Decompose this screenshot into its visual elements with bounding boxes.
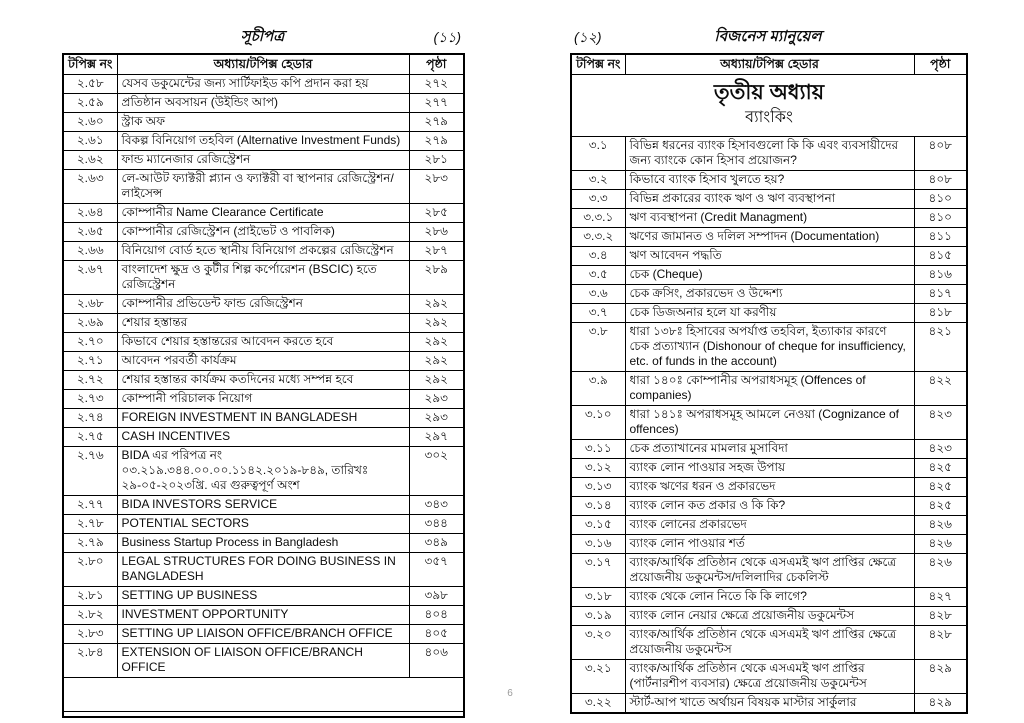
left-page-number: (১১) (433, 29, 461, 45)
toc-row (63, 625, 464, 644)
toc-row (571, 554, 967, 588)
page-no-cell: ২৮১ (409, 151, 464, 170)
column-header-page: পৃষ্ঠা (914, 54, 967, 75)
page-no-cell: ৪১৮ (914, 304, 967, 323)
topic-title-cell: যেসব ডকুমেন্টের জন্য সার্টিফাইড কপি প্রদান করা হয় (117, 75, 409, 94)
toc-row (571, 304, 967, 323)
toc-row (63, 644, 464, 678)
toc-row (571, 406, 967, 440)
toc-row (571, 660, 967, 694)
topic-no-cell: ৩.১৬ (571, 535, 625, 554)
toc-row (63, 534, 464, 553)
toc-row (63, 371, 464, 390)
page-no-cell: ৪২৬ (914, 554, 967, 588)
topic-no-cell: ৩.২১ (571, 660, 625, 694)
page-no-cell: ৪২৯ (914, 694, 967, 714)
page-no-cell: ২৯৩ (409, 409, 464, 428)
topic-no-cell: ২.৬৬ (63, 242, 117, 261)
toc-row (63, 553, 464, 587)
toc-table-left (62, 53, 465, 718)
topic-title-cell: BIDA এর পরিপত্র নং ০৩.২১৯.৩৪৪.০০.০০.১১৪২.২০১৯-৮৪৯, তারিখঃ ২৯-০৫-২০২৩খ্রি. এর গুরুত্বপূর্ণ অংশ (117, 447, 409, 496)
table-header-row (571, 54, 967, 75)
table-bottom-strip (63, 712, 464, 718)
topic-title-cell: কিভাবে শেয়ার হস্তান্তরের আবেদন করতে হবে (117, 333, 409, 352)
page-no-cell: ২৮৯ (409, 261, 464, 295)
topic-no-cell: ৩.৩ (571, 190, 625, 209)
column-header-page: পৃষ্ঠা (409, 54, 464, 75)
toc-page-12 (570, 26, 966, 714)
page-no-cell: ৪১০ (914, 190, 967, 209)
page-no-cell: ৪২১ (914, 323, 967, 372)
topic-title-cell: স্টার্ট-আপ খাতে অর্থায়ন বিষয়ক মাস্টার সার্কুলার (625, 694, 914, 714)
topic-title-cell: ব্যাংক লোন নেয়ার ক্ষেত্রে প্রয়োজনীয় ডকুমেন্টস (625, 607, 914, 626)
topic-title-cell: ঋণের জামানত ও দলিল সম্পাদন (Documentation) (625, 228, 914, 247)
topic-title-cell: ব্যাংক/আর্থিক প্রতিষ্ঠান থেকে এসএমই ঋণ প্রাপ্তির ক্ষেত্রে প্রয়োজনীয় ডকুমেন্টস/দলিলাদির চেকলিস্ট (625, 554, 914, 588)
topic-title-cell: বিভিন্ন ধরনের ব্যাংক হিসাবগুলো কি কি এবং ব্যবসায়ীদের জন্য ব্যাংকে কোন হিসাব প্রয়োজন? (625, 137, 914, 171)
topic-no-cell: ২.৭৩ (63, 390, 117, 409)
topic-no-cell: ৩.৯ (571, 372, 625, 406)
page-no-cell: ৪২৯ (914, 660, 967, 694)
topic-no-cell: ২.৭৪ (63, 409, 117, 428)
topic-no-cell: ২.৫৮ (63, 75, 117, 94)
toc-row (571, 607, 967, 626)
topic-no-cell: ৩.১ (571, 137, 625, 171)
right-page-number: (১২) (574, 29, 602, 45)
page-no-cell: ৩০২ (409, 447, 464, 496)
topic-title-cell: ধারা ১৩৮ঃ হিসাবের অপর্যাপ্ত তহবিল, ইত্যাকার কারণে চেক প্রত্যাখ্যান (Dishonour of cheque for insufficiency, etc. of funds in the account) (625, 323, 914, 372)
page-no-cell: ৪২৮ (914, 607, 967, 626)
page-no-cell: ২৯২ (409, 371, 464, 390)
topic-title-cell: ধারা ১৪১ঃ অপরাধসমূহ আমলে নেওয়া (Cognizance of offences) (625, 406, 914, 440)
topic-title-cell: ব্যাংক থেকে লোন নিতে কি কি লাগে? (625, 588, 914, 607)
topic-title-cell: চেক ডিজঅনার হলে যা করণীয় (625, 304, 914, 323)
toc-row (571, 137, 967, 171)
topic-title-cell: ঋণ ব্যবস্থাপনা (Credit Managment) (625, 209, 914, 228)
topic-title-cell: চেক ক্রসিং, প্রকারভেদ ও উদ্দেশ্য (625, 285, 914, 304)
topic-no-cell: ৩.১১ (571, 440, 625, 459)
topic-no-cell: ৩.১৮ (571, 588, 625, 607)
topic-no-cell: ২.৭১ (63, 352, 117, 371)
page-no-cell: ৪১৬ (914, 266, 967, 285)
topic-title-cell: কিভাবে ব্যাংক হিসাব খুলতে হয়? (625, 171, 914, 190)
page-no-cell: ২৮৬ (409, 223, 464, 242)
topic-no-cell: ২.৮৩ (63, 625, 117, 644)
topic-title-cell: লে-আউট ফ্যাক্টরী প্ল্যান ও ফ্যাক্টরী বা স্থাপনার রেজিস্ট্রেশন/লাইসেন্স (117, 170, 409, 204)
topic-no-cell: ৩.২২ (571, 694, 625, 714)
topic-title-cell: শেয়ার হস্তান্তর কার্যক্রম কতদিনের মধ্যে সম্পন্ন হবে (117, 371, 409, 390)
page-no-cell: ৪২৫ (914, 497, 967, 516)
toc-row (63, 352, 464, 371)
topic-no-cell: ২.৬৯ (63, 314, 117, 333)
page-no-cell: ৪২৩ (914, 406, 967, 440)
toc-row (63, 390, 464, 409)
topic-no-cell: ৩.১২ (571, 459, 625, 478)
toc-row (63, 94, 464, 113)
page-no-cell: ২৯২ (409, 333, 464, 352)
toc-row (63, 295, 464, 314)
topic-no-cell: ২.৬১ (63, 132, 117, 151)
topic-no-cell: ৩.১৩ (571, 478, 625, 497)
topic-title-cell: বিকল্প বিনিয়োগ তহবিল (Alternative Investment Funds) (117, 132, 409, 151)
toc-row (63, 606, 464, 625)
topic-title-cell: SETTING UP LIAISON OFFICE/BRANCH OFFICE (117, 625, 409, 644)
topic-no-cell: ২.৬০ (63, 113, 117, 132)
topic-no-cell: ৩.৪ (571, 247, 625, 266)
page-no-cell: ৩৪৪ (409, 515, 464, 534)
topic-no-cell: ২.৬২ (63, 151, 117, 170)
page-no-cell: ৪০৬ (409, 644, 464, 678)
toc-row (571, 440, 967, 459)
page-no-cell: ২৯৭ (409, 428, 464, 447)
toc-row (63, 242, 464, 261)
toc-row (571, 247, 967, 266)
toc-row (63, 496, 464, 515)
toc-row (63, 132, 464, 151)
toc-row (571, 694, 967, 714)
topic-no-cell: ২.৭৯ (63, 534, 117, 553)
topic-title-cell: ব্যাংক/আর্থিক প্রতিষ্ঠান থেকে এসএমই ঋণ প্রাপ্তির (পার্টনারশীপ ব্যবসার) ক্ষেত্রে প্রয়োজনীয় ডকুমেন্টস (625, 660, 914, 694)
toc-row (63, 447, 464, 496)
column-header-topic-title: অধ্যায়/টপিক্স হেডার (117, 54, 409, 75)
toc-row (63, 587, 464, 606)
topic-no-cell: ২.৭০ (63, 333, 117, 352)
topic-no-cell: ৩.৩.১ (571, 209, 625, 228)
topic-title-cell: BIDA INVESTORS SERVICE (117, 496, 409, 515)
topic-no-cell: ২.৮০ (63, 553, 117, 587)
topic-no-cell: ২.৭৬ (63, 447, 117, 496)
toc-row (571, 285, 967, 304)
toc-row (571, 372, 967, 406)
page-no-cell: ৪০৪ (409, 606, 464, 625)
topic-title-cell: POTENTIAL SECTORS (117, 515, 409, 534)
topic-no-cell: ৩.৮ (571, 323, 625, 372)
topic-title-cell: ঋণ আবেদন পদ্ধতি (625, 247, 914, 266)
topic-title-cell: কোম্পানীর রেজিস্ট্রেশন (প্রাইভেট ও পাবলিক) (117, 223, 409, 242)
page-no-cell: ৪০৮ (914, 137, 967, 171)
topic-title-cell: স্ট্রাক অফ (117, 113, 409, 132)
page-no-cell: ৪০৮ (914, 171, 967, 190)
page-no-cell: ৩৪৩ (409, 496, 464, 515)
page-no-cell: ৪১৭ (914, 285, 967, 304)
page-no-cell: ২৯৩ (409, 390, 464, 409)
page-no-cell: ২৭৯ (409, 132, 464, 151)
topic-no-cell: ২.৬৮ (63, 295, 117, 314)
toc-row (571, 588, 967, 607)
column-header-topic-no: টপিক্স নং (571, 54, 625, 75)
topic-no-cell: ২.৭৭ (63, 496, 117, 515)
toc-row (571, 171, 967, 190)
topic-title-cell: চেক প্রত্যাখানের মামলার মুসাবিদা (625, 440, 914, 459)
left-page-header (62, 26, 463, 53)
topic-title-cell: CASH INCENTIVES (117, 428, 409, 447)
topic-no-cell: ২.৭২ (63, 371, 117, 390)
table-header-row (63, 54, 464, 75)
page-no-cell: ৪২২ (914, 372, 967, 406)
topic-title-cell: ফান্ড ম্যানেজার রেজিস্ট্রেশন (117, 151, 409, 170)
topic-title-cell: বিভিন্ন প্রকারের ব্যাংক ঋণ ও ঋণ ব্যবস্থাপনা (625, 190, 914, 209)
topic-no-cell: ৩.৩.২ (571, 228, 625, 247)
toc-row (63, 204, 464, 223)
toc-row (63, 151, 464, 170)
chapter-heading-row (571, 75, 967, 137)
topic-title-cell: ব্যাংক লোনের প্রকারভেদ (625, 516, 914, 535)
topic-title-cell: ব্যাংক/আর্থিক প্রতিষ্ঠান থেকে এসএমই ঋণ প্রাপ্তির ক্ষেত্রে প্রয়োজনীয় ডকুমেন্টস (625, 626, 914, 660)
topic-title-cell: বাংলাদেশ ক্ষুদ্র ও কুটীর শিল্প কর্পোরেশন (BSCIC) হতে রেজিস্ট্রেশন (117, 261, 409, 295)
topic-title-cell: ধারা ১৪০ঃ কোম্পানীর অপরাধসমূহ (Offences of companies) (625, 372, 914, 406)
page-no-cell: ২৮৩ (409, 170, 464, 204)
left-page-title: সূচীপত্র (240, 28, 285, 45)
page-no-cell: ২৯২ (409, 352, 464, 371)
topic-no-cell: ২.৮২ (63, 606, 117, 625)
empty-row (63, 678, 464, 712)
toc-row (571, 478, 967, 497)
toc-row (63, 409, 464, 428)
toc-row (571, 459, 967, 478)
page-no-cell: ২৮৭ (409, 242, 464, 261)
topic-no-cell: ৩.১০ (571, 406, 625, 440)
topic-no-cell: ৩.১৪ (571, 497, 625, 516)
page-no-cell: ২৭৯ (409, 113, 464, 132)
topic-title-cell: INVESTMENT OPPORTUNITY (117, 606, 409, 625)
topic-no-cell: ২.৮১ (63, 587, 117, 606)
toc-row (63, 223, 464, 242)
page-no-cell: ৩৪৯ (409, 534, 464, 553)
toc-row (571, 626, 967, 660)
topic-no-cell: ৩.৫ (571, 266, 625, 285)
toc-row (63, 314, 464, 333)
topic-title-cell: ব্যাংক ঋণের ধরন ও প্রকারভেদ (625, 478, 914, 497)
page-no-cell: ৪১০ (914, 209, 967, 228)
page-no-cell: ৪২৫ (914, 459, 967, 478)
chapter-subtitle: ব্যাংকিং (745, 109, 793, 126)
right-page-header (570, 26, 966, 53)
page-no-cell: ২৯২ (409, 314, 464, 333)
page-no-cell: ৪২৬ (914, 535, 967, 554)
topic-title-cell: কোম্পানীর প্রভিডেন্ট ফান্ড রেজিস্ট্রেশন (117, 295, 409, 314)
page-no-cell: ৩৯৮ (409, 587, 464, 606)
chapter-title: তৃতীয় অধ্যায় (713, 81, 825, 104)
topic-title-cell: কোম্পানীর Name Clearance Certificate (117, 204, 409, 223)
page-no-cell: ৪০৫ (409, 625, 464, 644)
column-header-topic-no: টপিক্স নং (63, 54, 117, 75)
topic-no-cell: ২.৬৫ (63, 223, 117, 242)
page-no-cell: ৩৫৭ (409, 553, 464, 587)
toc-row (63, 515, 464, 534)
topic-no-cell: ২.৭৮ (63, 515, 117, 534)
toc-table-right (570, 53, 968, 714)
topic-title-cell: বিনিয়োগ বোর্ড হতে স্থানীয় বিনিয়োগ প্রকল্পের রেজিস্ট্রেশন (117, 242, 409, 261)
topic-no-cell: ৩.৬ (571, 285, 625, 304)
page-no-cell: ৪২৩ (914, 440, 967, 459)
topic-no-cell: ৩.১৯ (571, 607, 625, 626)
topic-no-cell: ৩.২০ (571, 626, 625, 660)
toc-row (571, 497, 967, 516)
page-no-cell: ২৭২ (409, 75, 464, 94)
page-no-cell: ৪২৮ (914, 626, 967, 660)
pdf-footer-page-number: 6 (507, 688, 513, 699)
topic-title-cell: শেয়ার হস্তান্তর (117, 314, 409, 333)
topic-title-cell: প্রতিষ্ঠান অবসায়ন (উইন্ডিং আপ) (117, 94, 409, 113)
page-no-cell: ৪১৫ (914, 247, 967, 266)
toc-row (63, 428, 464, 447)
topic-no-cell: ২.৬৪ (63, 204, 117, 223)
topic-no-cell: ২.৬৭ (63, 261, 117, 295)
topic-no-cell: ৩.৭ (571, 304, 625, 323)
topic-title-cell: ব্যাংক লোন পাওয়ার সহজ উপায় (625, 459, 914, 478)
toc-row (63, 75, 464, 94)
page-no-cell: ৪২৬ (914, 516, 967, 535)
page-no-cell: ২৯২ (409, 295, 464, 314)
topic-title-cell: FOREIGN INVESTMENT IN BANGLADESH (117, 409, 409, 428)
page-no-cell: ৪১১ (914, 228, 967, 247)
topic-title-cell: চেক (Cheque) (625, 266, 914, 285)
toc-row (571, 323, 967, 372)
topic-title-cell: আবেদন পরবর্তী কার্যক্রম (117, 352, 409, 371)
topic-title-cell: LEGAL STRUCTURES FOR DOING BUSINESS IN BANGLADESH (117, 553, 409, 587)
toc-row (571, 190, 967, 209)
topic-title-cell: SETTING UP BUSINESS (117, 587, 409, 606)
page-no-cell: ২৭৭ (409, 94, 464, 113)
toc-row (571, 535, 967, 554)
topic-no-cell: ২.৮৪ (63, 644, 117, 678)
toc-row (63, 333, 464, 352)
topic-title-cell: ব্যাংক লোন কত প্রকার ও কি কি? (625, 497, 914, 516)
topic-no-cell: ২.৭৫ (63, 428, 117, 447)
topic-no-cell: ২.৫৯ (63, 94, 117, 113)
topic-title-cell: কোম্পানী পরিচালক নিয়োগ (117, 390, 409, 409)
topic-title-cell: EXTENSION OF LIAISON OFFICE/BRANCH OFFICE (117, 644, 409, 678)
toc-row (63, 113, 464, 132)
topic-no-cell: ৩.১৫ (571, 516, 625, 535)
page-no-cell: ৪২৭ (914, 588, 967, 607)
page-no-cell: ২৮৫ (409, 204, 464, 223)
toc-row (63, 261, 464, 295)
page-no-cell: ৪২৫ (914, 478, 967, 497)
topic-title-cell: ব্যাংক লোন পাওয়ার শর্ত (625, 535, 914, 554)
toc-row (63, 170, 464, 204)
toc-row (571, 516, 967, 535)
topic-no-cell: ৩.২ (571, 171, 625, 190)
topic-title-cell: Business Startup Process in Bangladesh (117, 534, 409, 553)
topic-no-cell: ২.৬৩ (63, 170, 117, 204)
topic-no-cell: ৩.১৭ (571, 554, 625, 588)
toc-page-11 (62, 26, 463, 718)
column-header-topic-title: অধ্যায়/টপিক্স হেডার (625, 54, 914, 75)
right-page-title: বিজনেস ম্যানুয়েল (714, 28, 822, 45)
toc-row (571, 209, 967, 228)
toc-row (571, 228, 967, 247)
toc-row (571, 266, 967, 285)
